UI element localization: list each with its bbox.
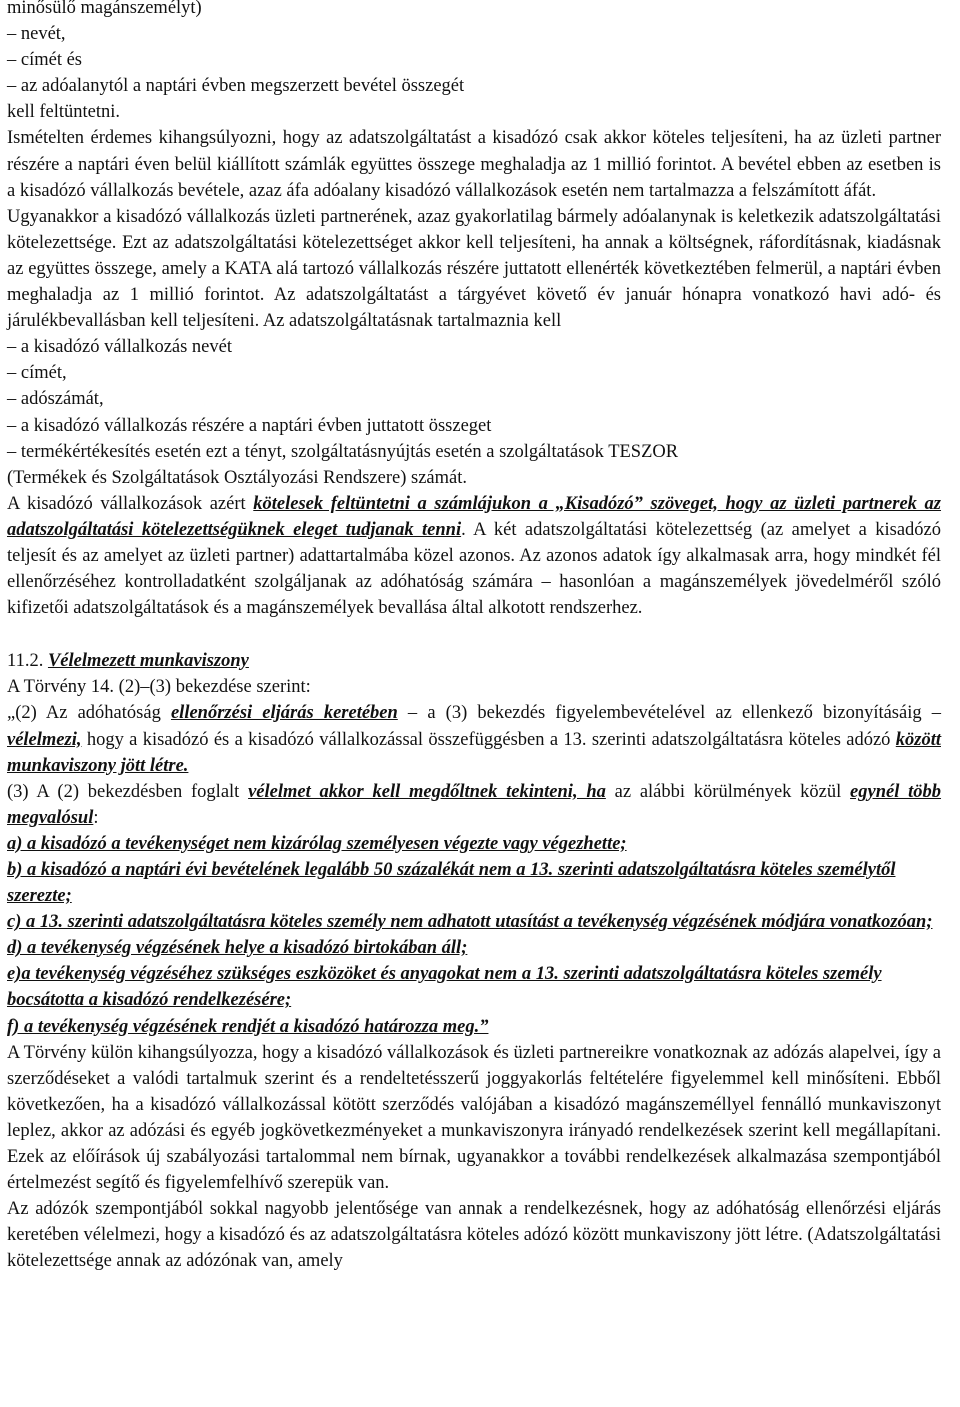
condition-item: f) a tevékenység végzésének rendjét a kisadózó határozza meg.” [7,1016,489,1037]
condition-item: a) a kisadózó a tevékenységet nem kizárólag személyesen végezte vagy végezhette; [7,833,627,854]
section-title: Vélelmezett munkaviszony [47,651,249,672]
paragraph-principles: A Törvény külön kihangsúlyozza, hogy a kisadózó vállalkozások és üzleti partnereikre vonatkoznak az adózás alapelvei, így a szerződéseket a valódi tartalmuk szerint és a rendeltetésszerű joggyakorlás feltételére figyelemmel kell minősíteni. Ebből következően, ha a kisadózó vállalkozással kötött szerződés valójában a kisadózó magánszeméllyel fennálló munkaviszonyt leplez, akkor az adózási és egyéb jogkövetkezményeket a munkaviszonyra irányadó rendelkezések szerint kell megállapítani. Ezek az előírások új szabályozási tartalommal nem bírnak, ugyanakkor a további rendelkezések alkalmazása szempontjából értelmezést segítő és figyelemfelhívő szerepük van. [7,1042,941,1194]
list-item: – adószámát, [7,389,104,410]
list-item: – címét, [7,363,67,384]
spacer [7,621,941,648]
quoted-paragraph-3: (3) A (2) bekezdésben foglalt vélelmet akkor kell megdőltnek tekinteni, ha az alábbi körülmények közül egynél több megvalósul: [7,781,942,828]
list-item: – címét és [7,50,83,71]
list-item: kell feltüntetni. [7,102,121,123]
paragraph-reporting-obligation: Ismételten érdemes kihangsúlyozni, hogy az adatszolgáltatást a kisadózó csak akkor köteles teljesíteni, ha az üzleti partner részére a naptári éven belül kiállított számlák együttes összege meghaladja az 1 millió forintot. A bevétel ebben az esetben is a kisadózó vállalkozás bevétele, azaz áfa adóalany kisadózó vállalkozások esetén nem tartalmazza a felszámított áfát. [7,128,941,201]
condition-item: b) a kisadózó a naptári évi bevételének legalább 50 százalékát nem a 13. szerinti adatszolgáltatásra köteles személytől szerezte; [7,860,896,907]
law-reference: A Törvény 14. (2)–(3) bekezdése szerint: [7,677,311,698]
paragraph-partner-obligation: Ugyanakkor a kisadózó vállalkozás üzleti partnerének, azaz gyakorlatilag bármely adóalanynak is keletkezik adatszolgáltatási kötelezettsége. Ezt az adatszolgáltatási kötelezettséget akkor kell teljesíteni, ha annak a költségnek, ráfordításnak, kiadásnak az együttes összege, amely a KATA alá tartozó vállalkozás részére juttatott ellenérték következtében felmerül, a naptári évben meghaladja az 1 millió forintot. Az adatszolgáltatást a tárgyévet követő év január hónapra vonatkozó havi adó- és járulékbevallásban kell teljesíteni. Az adatszolgáltatásnak tartalmaznia kell [7,206,941,332]
list-item: – a kisadózó vállalkozás nevét [7,337,232,358]
section-heading: 11.2. Vélelmezett munkaviszony [7,651,249,672]
paragraph-invoice-label: A kisadózó vállalkozások azért kötelesek feltüntetni a számlájukon a „Kisadózó” szöveget, hogy az üzleti partnerek az adatszolgáltatási kötelezettségüknek eleget tudjanak tenni. A két adatszolgáltatási kötelezettség (az amelyet a kisadózó teljesít és az amelyet az üzleti partner) adattartalmába közel azonos. Az azonos adatok így alkalmasak arra, hogy mindkét fél ellenőrzéséhez kontrolladatként szolgáljanak az adóhatóság számára – hasonlóan a magánszemélyek jövedelméről szóló kifizetői adatszolgáltatások és a magánszemélyek bevallása által alkotott rendszerhez. [7,493,942,619]
document-page [7,0,941,1275]
condition-item: e)a tevékenység végzéséhez szükséges eszközöket és anyagokat nem a 13. szerinti adatszolgáltatásra köteles személy bocsátotta a kisadózó rendelkezésére; [7,964,882,1011]
condition-item: d) a tevékenység végzésének helye a kisadózó birtokában áll; [7,938,468,959]
quoted-paragraph-2: „(2) Az adóhatóság ellenőrzési eljárás keretében – a (3) bekezdés figyelembevételével az ellenkező bizonyításáig – vélelmezi, hogy a kisadózó és a kisadózó vállalkozással összefüggésben a 13. szerinti adatszolgáltatásra köteles adózó között munkaviszony jött létre. [7,703,941,776]
condition-list [7,831,941,1040]
paragraph-presumption: Az adózók szempontjából sokkal nagyobb jelentősége van annak a rendelkezésnek, hogy az adóhatóság ellenőrzési eljárás keretében vélelmezi, hogy a kisadózó és az adatszolgáltatásra köteles adózó között munkaviszony jött létre. (Adatszolgáltatási kötelezettsége annak az adózónak van, amely [7,1199,941,1272]
list-item: – termékértékesítés esetén ezt a tényt, szolgáltatásnyújtás esetén a szolgáltatások TESZOR [7,441,679,462]
list-item: – a kisadózó vállalkozás részére a naptári évben juttatott összeget [7,415,492,436]
data-content-list [7,334,941,491]
top-list [7,0,941,125]
condition-item: c) a 13. szerinti adatszolgáltatásra köteles személy nem adhatott utasítást a tevékenység végzésének módjára vonatkozóan; [7,912,933,933]
emphasized-text: kötelesek feltüntetni a számlájukon a „Kisadózó” szöveget, hogy az üzleti partnerek az adatszolgáltatási kötelezettségüknek eleget tudjanak tenni [7,493,942,540]
list-item: – nevét, [7,24,66,45]
list-item: (Termékek és Szolgáltatások Osztályozási Rendszere) számát. [7,467,467,488]
list-item: minősülő magánszemélyt) [7,0,202,18]
list-item: – az adóalanytól a naptári évben megszerzett bevétel összegét [7,76,465,97]
